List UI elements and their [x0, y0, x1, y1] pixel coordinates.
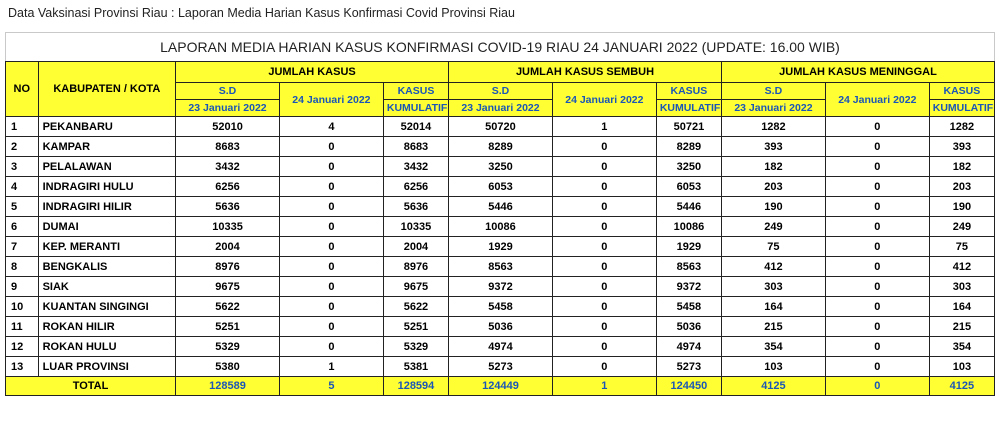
row-no: 7: [6, 237, 39, 257]
cell-s-cum: 8563: [656, 257, 721, 277]
kasus-today-header: 24 Januari 2022: [279, 83, 383, 117]
cell-k-sd: 5251: [176, 317, 280, 337]
row-region: KEP. MERANTI: [38, 237, 176, 257]
row-no: 1: [6, 117, 39, 137]
cell-k-today: 0: [279, 257, 383, 277]
kasus-cum-label-2: KUMULATIF: [383, 100, 448, 117]
cell-k-sd: 5636: [176, 197, 280, 217]
total-m-cum: 4125: [929, 377, 994, 396]
row-no: 12: [6, 337, 39, 357]
meninggal-today-header: 24 Januari 2022: [825, 83, 929, 117]
cell-m-sd: 203: [721, 177, 825, 197]
cell-k-sd: 5329: [176, 337, 280, 357]
cell-s-today: 0: [552, 357, 656, 377]
table-body: [6, 117, 995, 396]
table-row: [6, 177, 995, 197]
row-no: 2: [6, 137, 39, 157]
cell-m-today: 0: [825, 157, 929, 177]
total-label: TOTAL: [6, 377, 176, 396]
cell-s-sd: 10086: [449, 217, 553, 237]
row-region: LUAR PROVINSI: [38, 357, 176, 377]
row-region: KAMPAR: [38, 137, 176, 157]
cell-s-sd: 50720: [449, 117, 553, 137]
row-region: DUMAI: [38, 217, 176, 237]
total-k-today: 5: [279, 377, 383, 396]
total-s-sd: 124449: [449, 377, 553, 396]
cell-k-today: 0: [279, 277, 383, 297]
cell-s-cum: 4974: [656, 337, 721, 357]
cell-k-sd: 3432: [176, 157, 280, 177]
cell-s-sd: 5458: [449, 297, 553, 317]
total-s-today: 1: [552, 377, 656, 396]
cell-s-today: 0: [552, 157, 656, 177]
cell-k-cum: 5329: [383, 337, 448, 357]
cell-m-today: 0: [825, 177, 929, 197]
cell-s-sd: 8563: [449, 257, 553, 277]
cell-s-sd: 9372: [449, 277, 553, 297]
cell-m-sd: 354: [721, 337, 825, 357]
cell-k-today: 1: [279, 357, 383, 377]
cell-s-sd: 5446: [449, 197, 553, 217]
cell-m-today: 0: [825, 277, 929, 297]
cell-m-today: 0: [825, 117, 929, 137]
cell-k-sd: 9675: [176, 277, 280, 297]
cell-m-cum: 412: [929, 257, 994, 277]
cell-m-sd: 103: [721, 357, 825, 377]
group-sembuh-header: JUMLAH KASUS SEMBUH: [449, 62, 722, 83]
total-s-cum: 124450: [656, 377, 721, 396]
cell-s-sd: 5273: [449, 357, 553, 377]
cell-m-cum: 354: [929, 337, 994, 357]
cell-s-cum: 5458: [656, 297, 721, 317]
kasus-cum-label-1: KASUS: [383, 83, 448, 100]
cell-k-sd: 2004: [176, 237, 280, 257]
report-container: [5, 32, 995, 396]
total-k-cum: 128594: [383, 377, 448, 396]
cell-k-sd: 10335: [176, 217, 280, 237]
cell-m-sd: 182: [721, 157, 825, 177]
cell-k-today: 0: [279, 297, 383, 317]
cell-m-sd: 249: [721, 217, 825, 237]
total-m-today: 0: [825, 377, 929, 396]
table-row: [6, 357, 995, 377]
cell-k-today: 0: [279, 217, 383, 237]
table-row: [6, 337, 995, 357]
cell-m-cum: 215: [929, 317, 994, 337]
cell-k-cum: 3432: [383, 157, 448, 177]
cell-s-cum: 3250: [656, 157, 721, 177]
table-row: [6, 237, 995, 257]
cell-m-today: 0: [825, 137, 929, 157]
cell-k-cum: 5622: [383, 297, 448, 317]
cell-s-today: 0: [552, 177, 656, 197]
cell-k-sd: 5380: [176, 357, 280, 377]
cell-s-sd: 5036: [449, 317, 553, 337]
cell-m-cum: 1282: [929, 117, 994, 137]
cell-k-today: 0: [279, 137, 383, 157]
table-row: [6, 117, 995, 137]
cell-s-today: 0: [552, 337, 656, 357]
cell-s-cum: 8289: [656, 137, 721, 157]
kasus-sd-date: 23 Januari 2022: [176, 100, 280, 117]
cell-s-today: 0: [552, 237, 656, 257]
cell-s-cum: 10086: [656, 217, 721, 237]
total-k-sd: 128589: [176, 377, 280, 396]
cell-s-today: 0: [552, 257, 656, 277]
sembuh-cum-label-1: KASUS: [656, 83, 721, 100]
table-row: [6, 257, 995, 277]
cell-k-cum: 8683: [383, 137, 448, 157]
row-no: 8: [6, 257, 39, 277]
group-kasus-header: JUMLAH KASUS: [176, 62, 449, 83]
col-region-header: KABUPATEN / KOTA: [38, 62, 176, 117]
table-row: [6, 157, 995, 177]
sembuh-cum-label-2: KUMULATIF: [656, 100, 721, 117]
table-row: [6, 137, 995, 157]
cell-s-today: 0: [552, 217, 656, 237]
cell-s-cum: 5273: [656, 357, 721, 377]
row-no: 11: [6, 317, 39, 337]
row-region: INDRAGIRI HILIR: [38, 197, 176, 217]
row-region: SIAK: [38, 277, 176, 297]
cell-m-today: 0: [825, 197, 929, 217]
row-region: INDRAGIRI HULU: [38, 177, 176, 197]
cell-m-sd: 190: [721, 197, 825, 217]
cell-k-today: 0: [279, 197, 383, 217]
table-row: [6, 197, 995, 217]
cell-k-today: 0: [279, 237, 383, 257]
cell-k-sd: 52010: [176, 117, 280, 137]
cell-m-sd: 1282: [721, 117, 825, 137]
cell-s-sd: 8289: [449, 137, 553, 157]
table-row: [6, 217, 995, 237]
cell-k-sd: 8683: [176, 137, 280, 157]
cell-s-cum: 5446: [656, 197, 721, 217]
row-region: BENGKALIS: [38, 257, 176, 277]
row-no: 3: [6, 157, 39, 177]
cell-s-today: 0: [552, 197, 656, 217]
row-no: 4: [6, 177, 39, 197]
cell-m-cum: 190: [929, 197, 994, 217]
row-region: KUANTAN SINGINGI: [38, 297, 176, 317]
cell-s-sd: 1929: [449, 237, 553, 257]
cell-k-sd: 8976: [176, 257, 280, 277]
cell-k-today: 0: [279, 317, 383, 337]
meninggal-cum-label-1: KASUS: [929, 83, 994, 100]
cell-k-cum: 6256: [383, 177, 448, 197]
cell-s-today: 0: [552, 137, 656, 157]
breadcrumb: Data Vaksinasi Provinsi Riau : Laporan Media Harian Kasus Konfirmasi Covid Provinsi Riau: [8, 6, 515, 20]
row-no: 13: [6, 357, 39, 377]
cell-s-cum: 1929: [656, 237, 721, 257]
cell-m-sd: 303: [721, 277, 825, 297]
cell-m-cum: 393: [929, 137, 994, 157]
cell-k-today: 0: [279, 337, 383, 357]
cell-m-cum: 182: [929, 157, 994, 177]
cell-s-sd: 3250: [449, 157, 553, 177]
cell-s-today: 0: [552, 277, 656, 297]
cell-m-sd: 393: [721, 137, 825, 157]
group-meninggal-header: JUMLAH KASUS MENINGGAL: [721, 62, 994, 83]
cell-m-sd: 164: [721, 297, 825, 317]
cell-k-today: 4: [279, 117, 383, 137]
cell-m-today: 0: [825, 297, 929, 317]
total-m-sd: 4125: [721, 377, 825, 396]
cell-m-cum: 75: [929, 237, 994, 257]
cell-m-today: 0: [825, 217, 929, 237]
cell-m-cum: 203: [929, 177, 994, 197]
cell-s-cum: 6053: [656, 177, 721, 197]
cell-m-today: 0: [825, 257, 929, 277]
cell-k-cum: 5381: [383, 357, 448, 377]
cell-s-sd: 6053: [449, 177, 553, 197]
cell-k-cum: 5636: [383, 197, 448, 217]
cell-s-cum: 50721: [656, 117, 721, 137]
meninggal-sd-date: 23 Januari 2022: [721, 100, 825, 117]
cell-m-today: 0: [825, 237, 929, 257]
meninggal-sd-label: S.D: [721, 83, 825, 100]
col-no-header: NO: [6, 62, 39, 117]
cell-k-today: 0: [279, 157, 383, 177]
cell-k-cum: 10335: [383, 217, 448, 237]
cell-s-cum: 9372: [656, 277, 721, 297]
row-region: ROKAN HULU: [38, 337, 176, 357]
kasus-sd-label: S.D: [176, 83, 280, 100]
sembuh-sd-label: S.D: [449, 83, 553, 100]
cell-m-sd: 215: [721, 317, 825, 337]
cell-s-today: 0: [552, 317, 656, 337]
table-row: [6, 317, 995, 337]
cell-m-cum: 303: [929, 277, 994, 297]
sembuh-sd-date: 23 Januari 2022: [449, 100, 553, 117]
cell-m-sd: 75: [721, 237, 825, 257]
cell-k-cum: 52014: [383, 117, 448, 137]
row-no: 6: [6, 217, 39, 237]
total-row: [6, 377, 995, 396]
cell-k-today: 0: [279, 177, 383, 197]
cell-m-today: 0: [825, 357, 929, 377]
cell-m-today: 0: [825, 337, 929, 357]
cases-table: [5, 61, 995, 396]
cell-m-cum: 164: [929, 297, 994, 317]
cell-s-cum: 5036: [656, 317, 721, 337]
cell-k-cum: 2004: [383, 237, 448, 257]
cell-m-cum: 103: [929, 357, 994, 377]
cell-k-cum: 9675: [383, 277, 448, 297]
cell-k-sd: 5622: [176, 297, 280, 317]
report-title: LAPORAN MEDIA HARIAN KASUS KONFIRMASI COVID-19 RIAU 24 JANUARI 2022 (UPDATE: 16.00 WIB): [5, 32, 995, 61]
cell-k-cum: 5251: [383, 317, 448, 337]
cell-s-sd: 4974: [449, 337, 553, 357]
cell-k-sd: 6256: [176, 177, 280, 197]
cell-s-today: 0: [552, 297, 656, 317]
table-row: [6, 277, 995, 297]
row-region: ROKAN HILIR: [38, 317, 176, 337]
cell-m-cum: 249: [929, 217, 994, 237]
meninggal-cum-label-2: KUMULATIF: [929, 100, 994, 117]
cell-k-cum: 8976: [383, 257, 448, 277]
row-no: 9: [6, 277, 39, 297]
row-no: 10: [6, 297, 39, 317]
cell-s-today: 1: [552, 117, 656, 137]
sembuh-today-header: 24 Januari 2022: [552, 83, 656, 117]
cell-m-today: 0: [825, 317, 929, 337]
row-region: PEKANBARU: [38, 117, 176, 137]
row-region: PELALAWAN: [38, 157, 176, 177]
table-row: [6, 297, 995, 317]
cell-m-sd: 412: [721, 257, 825, 277]
row-no: 5: [6, 197, 39, 217]
